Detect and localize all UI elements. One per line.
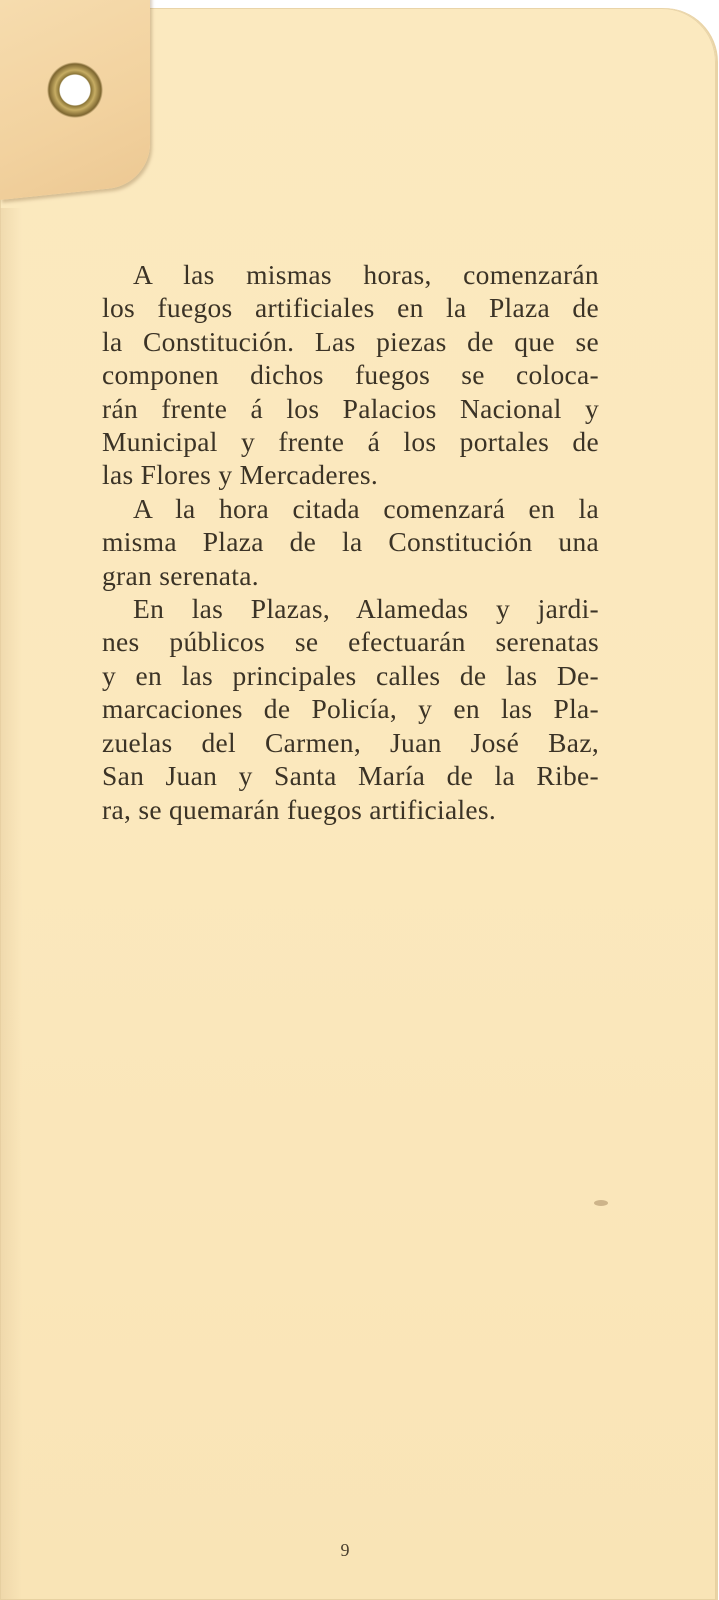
text-line: componen dichos fuegos se coloca-	[102, 359, 599, 391]
text-line: San Juan y Santa María de la Ribe-	[102, 760, 599, 792]
text-line: En las Plazas, Alamedas y jardi-	[133, 593, 599, 625]
text-line: los fuegos artificiales en la Plaza de	[102, 292, 599, 324]
paragraph-2	[71, 492, 599, 592]
card-left-shadow	[0, 208, 22, 1600]
text-line: ra, se quemarán fuegos artificiales.	[102, 793, 497, 825]
text-line: la Constitución. Las piezas de que se	[102, 325, 599, 357]
grommet-ring-icon	[47, 62, 103, 118]
text-line: Municipal y frente á los portales de	[102, 426, 599, 458]
body-text	[71, 258, 599, 826]
text-line: A la hora citada comenzará en la	[133, 492, 599, 524]
text-line: nes públicos se efectuarán serenatas	[102, 626, 599, 658]
text-line: marcaciones de Policía, y en las Pla-	[102, 693, 599, 725]
text-line: rán frente á los Palacios Nacional y	[102, 392, 599, 424]
paragraph-3	[71, 592, 599, 826]
text-line: gran serenata.	[102, 559, 259, 591]
page-number: 9	[340, 1540, 350, 1560]
text-line: las Flores y Mercaderes.	[102, 459, 378, 491]
paper-speck	[594, 1200, 608, 1206]
text-line: misma Plaza de la Constitución una	[102, 526, 599, 558]
text-line: y en las principales calles de las De-	[102, 659, 599, 691]
paragraph-1	[71, 258, 599, 492]
text-line: zuelas del Carmen, Juan José Baz,	[102, 726, 599, 758]
text-line: A las mismas horas, comenzarán	[133, 259, 599, 290]
